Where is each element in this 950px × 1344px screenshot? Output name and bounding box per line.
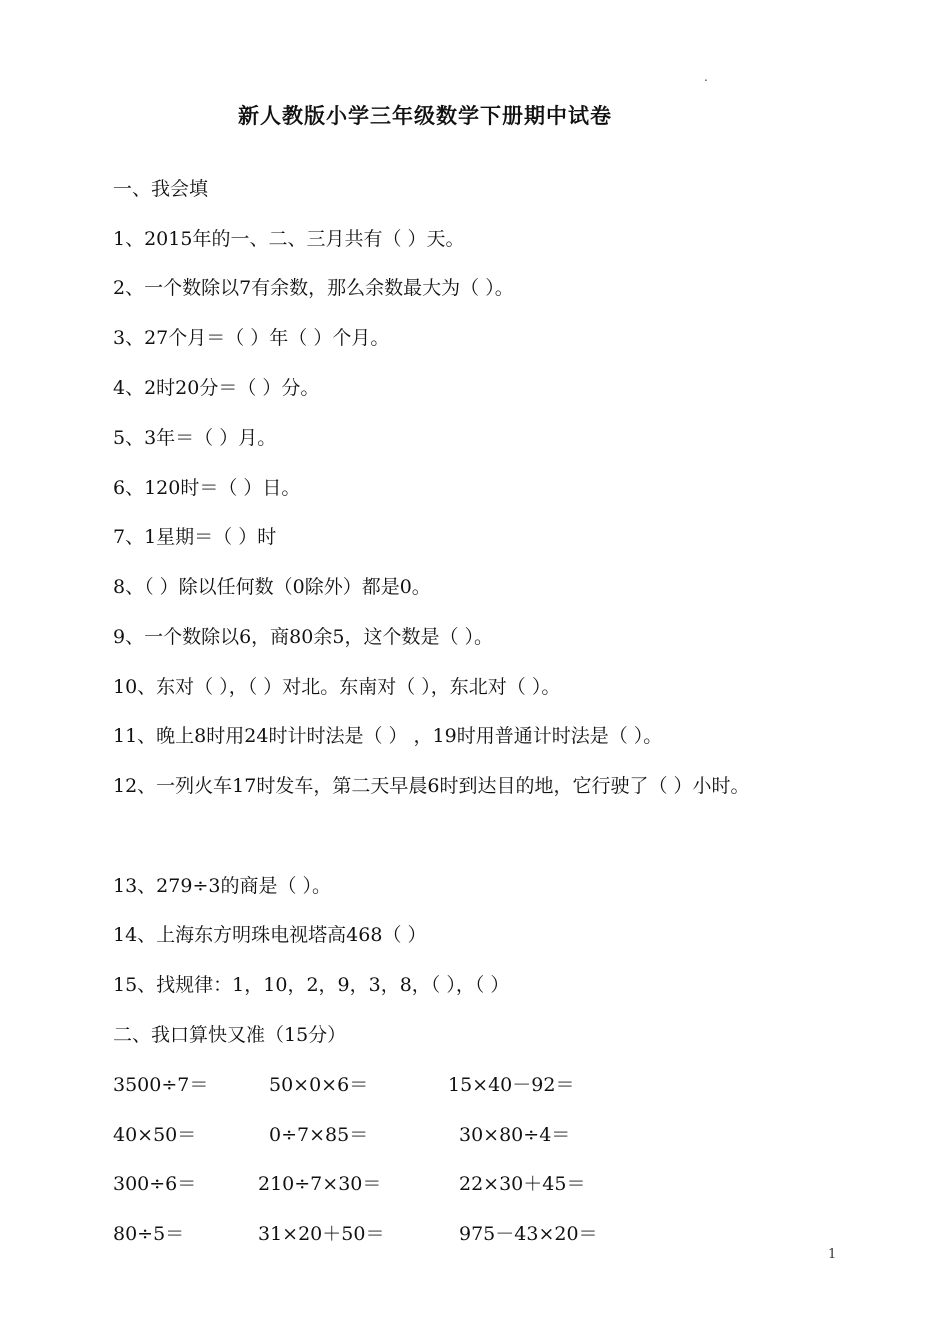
question-4: 4、2时20分＝（ ）分。 bbox=[113, 377, 320, 399]
question-7: 7、1星期＝（ ）时 bbox=[113, 526, 277, 548]
question-9: 9、一个数除以6，商80余5，这个数是（ ）。 bbox=[113, 626, 493, 648]
calc-item: 40×50＝ bbox=[113, 1124, 197, 1146]
page-number: 1 bbox=[828, 1247, 837, 1262]
question-1: 1、2015年的一、二、三月共有（ ）天。 bbox=[113, 228, 465, 250]
calc-item: 31×20＋50＝ bbox=[258, 1223, 385, 1245]
calc-item: 300÷6＝ bbox=[113, 1173, 197, 1195]
calc-item: 80÷5＝ bbox=[113, 1223, 185, 1245]
calc-item: 0÷7×85＝ bbox=[269, 1124, 369, 1146]
question-14: 14、上海东方明珠电视塔高468（ ） bbox=[113, 924, 427, 946]
page-title: 新人教版小学三年级数学下册期中试卷 bbox=[238, 103, 612, 128]
calc-item: 210÷7×30＝ bbox=[258, 1173, 382, 1195]
question-5: 5、3年＝（ ）月。 bbox=[113, 427, 277, 449]
calc-item: 30×80÷4＝ bbox=[459, 1124, 571, 1146]
calc-item: 22×30＋45＝ bbox=[459, 1173, 586, 1195]
question-12: 12、一列火车17时发车，第二天早晨6时到达目的地，它行驶了（ ）小时。 bbox=[113, 775, 750, 797]
calc-item: 3500÷7＝ bbox=[113, 1074, 209, 1096]
section-heading-mental-math: 二、我口算快又准（15分） bbox=[113, 1024, 347, 1046]
question-11: 11、晚上8时用24时计时法是（ ） ，19时用普通计时法是（ ）。 bbox=[113, 725, 663, 747]
question-6: 6、120时＝（ ）日。 bbox=[113, 477, 301, 499]
corner-mark: . bbox=[704, 70, 708, 84]
question-10: 10、东对（ ），（ ）对北。东南对（ ），东北对（ ）。 bbox=[113, 676, 561, 698]
question-8: 8、（ ）除以任何数（0除外）都是0。 bbox=[113, 576, 431, 598]
question-3: 3、27个月＝（ ）年（ ）个月。 bbox=[113, 327, 390, 349]
section-heading-fill-in: 一、我会填 bbox=[113, 178, 209, 200]
question-15: 15、找规律：1，10，2，9，3，8，（ ），（ ） bbox=[113, 974, 510, 996]
question-2: 2、一个数除以7有余数，那么余数最大为（ ）。 bbox=[113, 277, 514, 299]
calc-item: 975－43×20＝ bbox=[459, 1223, 598, 1245]
calc-item: 50×0×6＝ bbox=[269, 1074, 369, 1096]
question-13: 13、279÷3的商是（ ）。 bbox=[113, 875, 331, 897]
calc-item: 15×40－92＝ bbox=[448, 1074, 575, 1096]
